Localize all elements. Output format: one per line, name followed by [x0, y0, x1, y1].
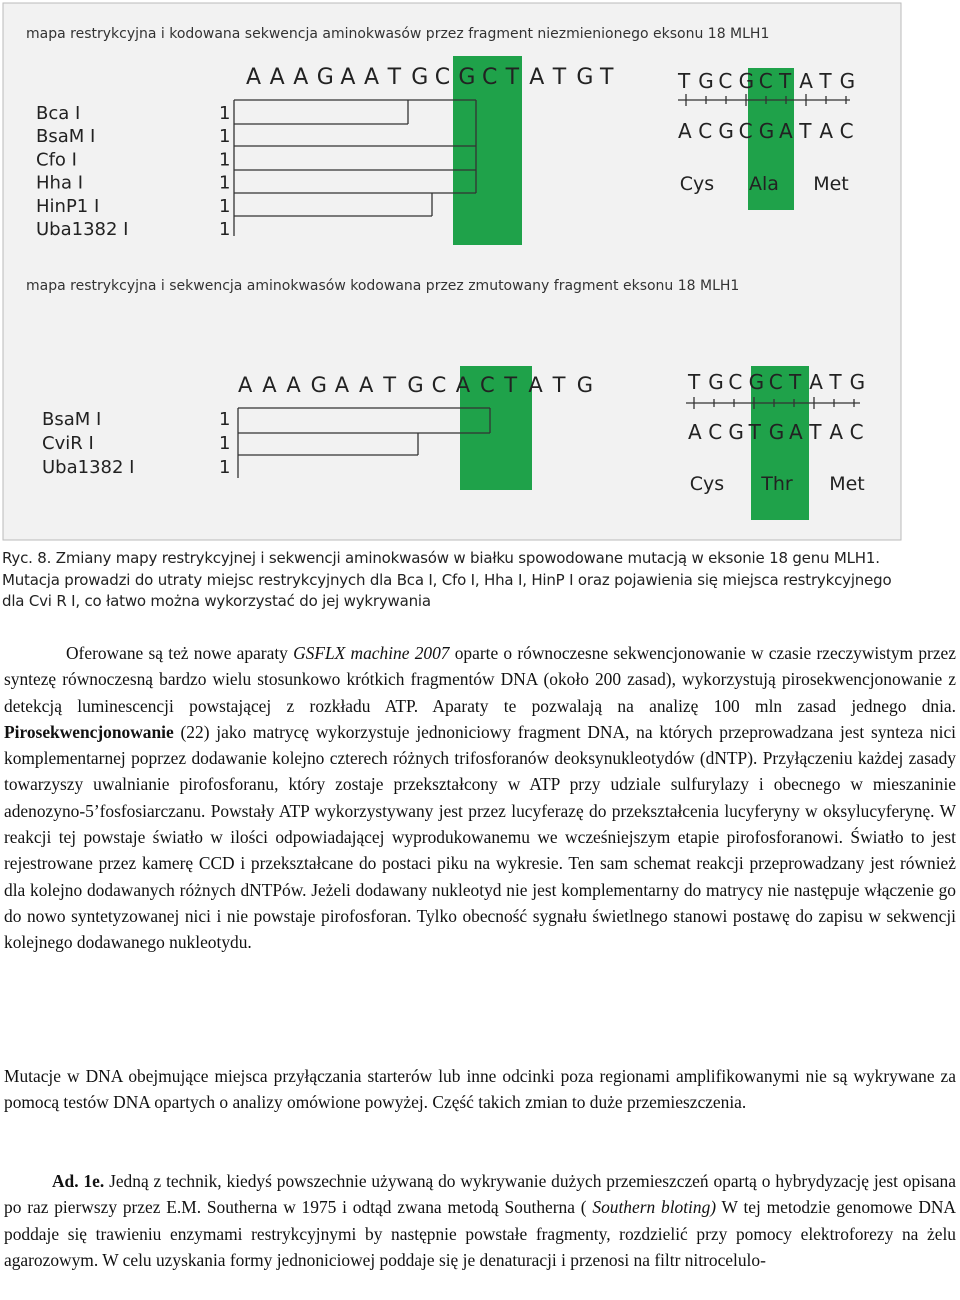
bottom-seq-base: A: [334, 373, 350, 397]
top-codon-upper: [677, 69, 855, 93]
bottom-seq-base: C: [431, 373, 447, 397]
top-codon-lower-base: A: [678, 119, 692, 143]
top-enzyme-site-count: 1: [219, 172, 231, 194]
top-enzyme-name: HinP1 I: [36, 195, 100, 217]
bottom-seq-base: G: [576, 373, 594, 397]
top-amino-acid-label: Ala: [749, 173, 779, 195]
top-enzyme-site-count: 1: [219, 103, 231, 124]
top-enzyme-name: BsaM I: [36, 126, 96, 148]
top-enzyme-site-count: 1: [219, 219, 231, 240]
bottom-codon-lower-base: G: [768, 420, 785, 444]
top-seq-base: G: [458, 65, 476, 90]
bottom-codon-lower-base: A: [829, 420, 844, 444]
top-enzyme-name: Uba1382 I: [36, 219, 129, 240]
top-codon-lower-base: G: [718, 119, 734, 143]
bottom-enzyme-site-count: 1: [219, 409, 231, 430]
bottom-codon-upper-base: C: [728, 370, 743, 394]
top-codon-upper-base: G: [839, 69, 856, 93]
paragraph-mutations: Mutacje w DNA obejmujące miejsca przyłączania starterów lub inne odcinki poza regionami amplifikowanymi nie są wykrywane za pomocą testów DNA opartych o analizy omówione powyżej. Część takich zmian to duże przemieszczenia.: [4, 1066, 956, 1113]
restriction-map-figure: [0, 0, 960, 620]
bottom-panel-title: mapa restrykcyjna i sekwencja aminokwasów kodowana przez zmutowany fragment eksonu 18 MLH1: [26, 278, 740, 294]
bottom-amino-acid-label: Met: [829, 473, 865, 495]
top-seq-base: T: [387, 65, 402, 90]
top-enzyme-name: Bca I: [36, 103, 81, 124]
top-codon-upper-base: G: [738, 69, 755, 93]
bottom-amino-acid-label: Thr: [761, 473, 793, 495]
top-codon-lower-base: C: [839, 119, 854, 143]
bottom-seq-base: G: [310, 373, 327, 397]
bottom-enzyme-name: Uba1382 I: [42, 457, 135, 478]
bottom-seq-base: C: [480, 373, 495, 397]
bottom-seq-base: A: [286, 373, 301, 397]
top-codon-upper-base: A: [799, 69, 813, 93]
top-codon-lower: [678, 119, 854, 143]
top-amino-acid-label: Cys: [679, 173, 715, 195]
top-seq-base: G: [316, 65, 334, 90]
figure-caption: Ryc. 8. Zmiany mapy restrykcyjnej i sekwencji aminokwasów w białku spowodowane mutacją w eksonie 18 genu MLH1. Mutacja prowadzi do utraty miejsc restrykcyjnych dla Bca I, Cfo I, Hha I, HinP I oraz pojawienia się miejsca restrykcyjnego dla Cvi R I, co łatwo można wykorzystać do jej wykrywania: [2, 549, 892, 610]
top-codon-upper-base: T: [779, 69, 792, 93]
top-codon-lower-base: A: [779, 119, 793, 143]
bottom-codon-lower-base: T: [809, 420, 822, 444]
bottom-codon-lower-base: C: [849, 420, 864, 444]
top-seq-base: A: [246, 65, 262, 90]
section-label-ad1e: Ad. 1e.: [52, 1171, 105, 1191]
p1-bold-term: Pirosekwencjonowanie: [4, 721, 174, 742]
paragraph-pyrosequencing: [4, 640, 956, 956]
bottom-codon-lower: [688, 420, 864, 444]
bottom-codon-upper-base: G: [708, 370, 724, 394]
p3-italic-southern: Southern bloting): [592, 1197, 717, 1218]
p3-text-a: Jedną z technik, kiedyś powszechnie używaną do wykrywanie dużych przemieszczeń opartą o hybrydyzację jest opisana po raz pierwszy przez E.M. Southerna w 1975 i odtąd zwana metodą Southerna (: [4, 1171, 956, 1218]
top-codon-upper-base: C: [758, 69, 773, 93]
top-seq-base: A: [340, 65, 356, 90]
top-enzyme-name: Cfo I: [36, 149, 77, 171]
p1-text-c: (22) jako matrycę wykorzystuje jednoniciowy fragment DNA, na których przeprowadzana jest synteza nici komplementarnej poprzez dodawanie kolejno czterech różnych trifosforanów deoksynukleotydów (dNTP). Przyłączeniu każdej zasady towarzyszy uwalnianie pirofosforanu, który zostaje przekształcony w ATP przy udziale sulfurylazy i obecnego w mieszaninie adenozyno-5’fosfosiarczanu. Powstały ATP wykorzystywany jest przez lucyferazę do przekształcenia lucyferyny w oksylucyferynę. W reakcji tej powstaje światło w ilości odpowiadającej wyprodukowanemu we wcześniejszym etapie pirofosforanowi. Światło to jest rejestrowane przez kamerę CCD i przekształcane do postaci piku na wykresie. Ten sam schemat reakcji przeprowadzany jest również dla kolejno dodawanych różnych dNTPów. Jeżeli dodawany nukleotyd nie jest komplementarny do matrycy nie następuje włączenie go do nowo syntetyzowanej nici i nie powstaje pirofosforan. Tylko obecność sygnału świetlnego stanowi postawę do zapisu w sekwencji kolejnego dodawanego nukleotydu.: [4, 721, 956, 953]
bottom-enzyme-name: CviR I: [42, 433, 94, 454]
top-seq-base: A: [529, 65, 545, 90]
bottom-codon-upper-base: T: [688, 370, 701, 394]
bottom-seq-base: A: [262, 373, 277, 397]
p3-text-b: W tej metodzie genomowe DNA poddaje się trawieniu enzymami restrykcyjnymi by następnie powstałe fragmenty, rozdzielić przy pomocy elektroforezy na żelu agarozowym. W celu uzyskania formy jednoniciowej poddaje się je denaturacji i przenosi na filtr nitrocelulo-: [4, 1197, 956, 1270]
top-seq-base: T: [552, 65, 567, 90]
bottom-codon-lower-base: A: [688, 420, 702, 444]
top-enzyme-site-count: 1: [219, 195, 231, 217]
bottom-codon-upper: [687, 370, 865, 394]
bottom-seq-base: G: [407, 373, 424, 397]
bottom-codon-upper-base: T: [789, 370, 802, 394]
bottom-seq-base: A: [238, 373, 253, 397]
bottom-codon-lower-base: G: [728, 420, 744, 444]
top-enzyme-site-count: 1: [219, 126, 231, 148]
top-codon-lower-base: C: [698, 119, 713, 143]
bottom-enzyme-name: BsaM I: [42, 409, 102, 430]
top-enzyme-site-count: 1: [219, 149, 231, 171]
top-codon-upper-base: T: [819, 69, 832, 93]
top-codon-upper-base: C: [718, 69, 733, 93]
top-codon-upper-base: T: [678, 69, 691, 93]
top-seq-base: G: [576, 65, 594, 90]
bottom-codon-upper-base: A: [809, 370, 823, 394]
bottom-seq-base: A: [528, 373, 543, 397]
top-amino-acid-label: Met: [813, 173, 849, 195]
bottom-seq-highlight: [460, 366, 532, 490]
top-seq-base: A: [293, 65, 309, 90]
bottom-codon-lower-base: T: [748, 420, 761, 444]
top-seq-base: C: [482, 65, 498, 90]
top-codon-lower-base: G: [758, 119, 775, 143]
top-codon-lower-base: C: [738, 119, 753, 143]
bottom-codon-upper-base: G: [748, 370, 765, 394]
bottom-codon-upper-base: G: [849, 370, 866, 394]
top-codon-upper-base: G: [698, 69, 714, 93]
top-seq-base: A: [269, 65, 285, 90]
bottom-seq-base: T: [383, 373, 397, 397]
bottom-amino-acid-label: Cys: [689, 473, 725, 495]
bottom-codon-lower-base: C: [708, 420, 723, 444]
p1-italic-gsflx: GSFLX machine 2007: [293, 643, 450, 663]
top-seq-base: C: [434, 65, 451, 90]
top-codon-lower-base: T: [799, 119, 812, 143]
bottom-dna-sequence: [238, 373, 593, 397]
p1-text-a: Oferowane są też nowe aparaty: [66, 643, 294, 663]
bottom-codon-upper-base: C: [768, 370, 783, 394]
bottom-codon-lower-base: A: [789, 420, 803, 444]
bottom-seq-base: A: [455, 373, 471, 397]
top-seq-base: G: [411, 65, 429, 90]
bottom-codon-upper-base: T: [829, 370, 842, 394]
bottom-seq-base: T: [504, 373, 518, 397]
paragraph-southern: [4, 1168, 956, 1273]
top-seq-base: A: [364, 65, 380, 90]
bottom-seq-base: A: [359, 373, 374, 397]
bottom-seq-base: T: [552, 373, 566, 397]
top-amino-acids: [680, 173, 849, 195]
top-enzyme-name: Hha I: [36, 172, 84, 194]
bottom-amino-acids: [690, 473, 865, 495]
top-codon-lower-base: A: [819, 119, 834, 143]
p1-text-b: oparte o równoczesne sekwencjonowanie w czasie rzeczywistym przez syntezę równoczesną bardzo wielu stosunkowo krótkich fragmentów DNA (około 200 zasad), wykorzystują pirosekwencjonowanie z detekcją luminescencji powstającej z rozkładu ATP. Aparaty te pozwalają na analizę 100 mln zasad jednego dnia.: [4, 643, 956, 716]
bottom-enzyme-site-count: 1: [219, 433, 231, 454]
bottom-enzyme-site-count: 1: [219, 457, 231, 478]
top-seq-base: T: [505, 65, 520, 90]
top-panel-title: mapa restrykcyjna i kodowana sekwencja aminokwasów przez fragment niezmienionego eksonu 18 MLH1: [26, 26, 770, 42]
top-seq-base: T: [600, 65, 614, 90]
